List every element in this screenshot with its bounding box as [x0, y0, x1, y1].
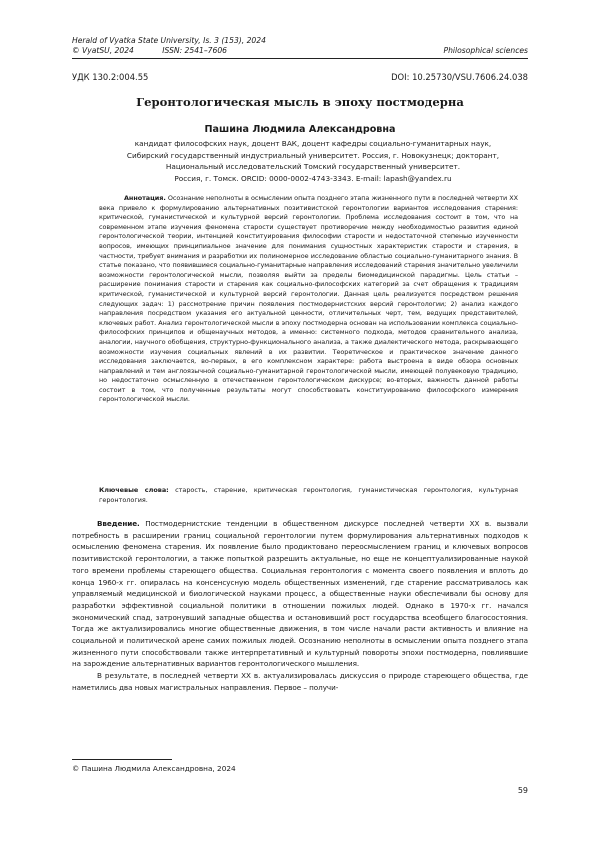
- header-divider: [72, 58, 528, 59]
- udc-code: УДК 130.2:004.55: [72, 72, 148, 82]
- body-paragraph: В результате, в последней четверти XX в. актуализировалась дискуссия о природе стареющего общества, где наметились два новых магистральных направления. Первое – получи-: [72, 670, 528, 693]
- article-title: Геронтологическая мысль в эпоху постмодерна: [72, 95, 528, 109]
- article-body: [72, 518, 528, 694]
- keywords: [99, 486, 518, 505]
- affiliation-line: Россия, г. Томск. ORCID: 0000-0002-4743-3343. E-mail: lapash@yandex.ru: [98, 173, 528, 185]
- paragraph-text: Постмодернистские тенденции в общественном дискурсе последней четверти XX в. вызвали потребность в расширении границ социальной геронтологии путем формулирования альтернативных подходов к осмыслению феномена старения. Их появление было продиктовано переосмыслением границ и ключевых вопросов позитивистской геронтологии, а также попыткой разрешить актуальные, но еще не концептуализированные наукой того времени проблемы стареющего общества. Социальная геронтология с момента своего появления и вплоть до конца 1960-х гг. опиралась на консенсусную модель общественных изменений, где старение рассматривалось как управляемый медицинской и биологической науками процесс, а общественные науки обеспечивали бы основу для разработки эффективной социальной политики в отношении пожилых людей. Однако в 1970-х гг. начался экономический спад, затронувший западные общества и остановивший рост государства всеобщего благосостояния. Тогда же актуализировались многие общественные движения, в том числе начали расти активность и влияние на социальной и политической арене самих пожилых людей. Осознанию неполноты в осмыслении опыта позднего этапа жизненного пути способствовали также интерпретативный и культурный повороты эпохи постмодерна, повлиявшие на зарождение альтернативных вариантов геронтологического мышления.: [72, 519, 528, 668]
- intro-label: Введение.: [97, 519, 140, 528]
- journal-name: Herald of Vyatka State University, Is. 3 (153), 2024: [72, 36, 266, 46]
- running-header: [72, 36, 528, 56]
- page-number: 59: [518, 786, 528, 795]
- issn: ISSN: 2541–7606: [162, 46, 227, 55]
- copyright: © VyatSU, 2024: [72, 46, 134, 55]
- affiliation-line: Национальный исследовательский Томский государственный университет.: [98, 161, 528, 173]
- abstract: [99, 194, 518, 405]
- abstract-text: Осознание неполноты в осмыслении опыта позднего этапа жизненного пути в последней четверти XX века привело к формулированию альтернативных позитивистской геронтологии вариантов исследования старения: критической, гуманистической и культурной версий геронтологии. Проблема исследования состоит в том, что на современном этапе изучения феномена старости существует противоречие между необходимостью развития единой геронтологической теории, интенцией конституирования философии старости и недостаточной степенью изученности вопросов, имеющих принципиальное значение для понимания сущностных характеристик старости и старения, в частности, требует внимания и разработки их полиномерное исследование областью социально-гуманитарного знания. В статье показано, что появившиеся социально-гуманитарные направления исследований старения значительно увеличили возможности геронтологической мысли, позволяя выйти за пределы биомедицинской парадигмы. Цель статьи – расширение понимания старости и старения как социально-философских категорий за счет обращения к традициям критической, гуманистической и культурной версий геронтологии. Данная цель реализуется посредством решения следующих задач: 1) рассмотрение причин появления постмодернистских версий геронтологии; 2) анализ каждого направления посредством указания его актуальной ценности, отличительных черт, тем, ведущих представителей, ключевых работ. Анализ геронтологической мысли в эпоху постмодерна основан на использовании комплекса социально-философских принципов и общенаучных методов, а именно: системного подхода, методов сравнительного анализа, аналогии, научного обобщения, структурно-функционального анализа, а также диалектического метода, раскрывающего возможности изучения социальных явлений в их развитии. Теоретическое и практическое значение данного исследования заключается, во-первых, в его комплексном характере: работа выстроена в виде обзора основных направлений и тем англоязычной социально-гуманитарной геронтологической мысли, имеющей полувековую традицию, но недостаточно осмысленную в отечественном геронтологическом дискурсе; во-вторых, важность данной работы состоит в том, что полученные результаты могут способствовать конституированию философского измерения геронтологической мысли.: [99, 194, 518, 403]
- author-name: Пашина Людмила Александровна: [72, 124, 528, 135]
- doi[interactable]: DOI: 10.25730/VSU.7606.24.038: [391, 72, 528, 82]
- section-name: Philosophical sciences: [444, 46, 528, 56]
- author-affiliation: [98, 138, 528, 184]
- footnote-divider: [72, 759, 172, 760]
- keywords-text: старость, старение, критическая геронтология, гуманистическая геронтология, культурная геронтология.: [99, 486, 518, 504]
- article-meta: [72, 72, 528, 82]
- affiliation-line: Сибирский государственный индустриальный университет. Россия, г. Новокузнецк; докторант,: [98, 150, 528, 162]
- affiliation-line: кандидат философских наук, доцент ВАК, доцент кафедры социально-гуманитарных наук,: [98, 138, 528, 150]
- footnote-copyright: © Пашина Людмила Александровна, 2024: [72, 764, 236, 773]
- keywords-label: Ключевые слова:: [99, 486, 169, 494]
- abstract-label: Аннотация.: [124, 194, 166, 202]
- body-paragraph: [72, 518, 528, 670]
